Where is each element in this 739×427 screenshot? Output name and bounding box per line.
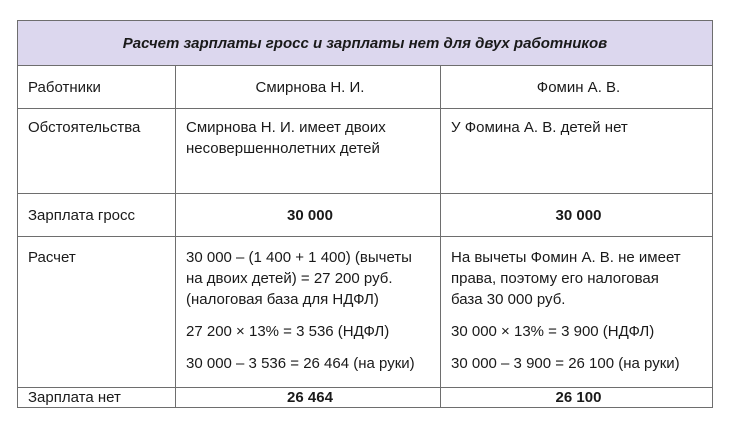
- row-label-text: Зарплата нет: [28, 389, 121, 406]
- cell-workers-smirnova: [176, 66, 441, 108]
- row-label-text: Зарплата гросс: [28, 206, 135, 224]
- calc-text-line: 30 000 – (1 400 + 1 400) (вычеты: [186, 249, 412, 266]
- circumstances-text-line: несовершеннолетних детей: [186, 140, 380, 157]
- calc-text-line: на двоих детей) = 27 200 руб.: [186, 270, 393, 287]
- row-label-calculation: [18, 237, 176, 387]
- table-row-workers: [18, 65, 712, 108]
- gross-value: 30 000: [287, 206, 333, 224]
- cell-gross-smirnova: [176, 194, 441, 236]
- calc-text-line: На вычеты Фомин А. В. не имеет: [451, 249, 681, 266]
- cell-net-smirnova: [176, 388, 441, 407]
- table-row-circumstances: [18, 108, 712, 193]
- row-label-net: [18, 388, 176, 407]
- cell-circumstances-smirnova: [176, 109, 441, 193]
- row-label-text: Работники: [28, 78, 101, 96]
- table-row-net: [18, 387, 712, 407]
- cell-gross-fomin: [441, 194, 712, 236]
- calc-text-line: база 30 000 руб.: [451, 291, 566, 308]
- row-label-text: Расчет: [28, 249, 76, 266]
- circumstances-text-line: У Фомина А. В. детей нет: [451, 119, 628, 136]
- row-label-circumstances: [18, 109, 176, 193]
- calc-text-line: 27 200 × 13% = 3 536 (НДФЛ): [186, 323, 390, 340]
- cell-calc-fomin: [441, 237, 712, 387]
- table-row-gross: [18, 193, 712, 236]
- circumstances-text-line: Смирнова Н. И. имеет двоих: [186, 119, 386, 136]
- cell-circumstances-fomin: [441, 109, 712, 193]
- net-value: 26 464: [287, 389, 333, 406]
- worker-name-fomin: Фомин А. В.: [536, 78, 621, 96]
- net-value: 26 100: [555, 389, 602, 406]
- gross-value: 30 000: [555, 206, 602, 224]
- calc-text-line: права, поэтому его налоговая: [451, 270, 659, 287]
- table-title-row: [18, 21, 712, 65]
- cell-workers-fomin: [441, 66, 712, 108]
- table-row-calculation: [18, 236, 712, 387]
- calc-text-line: (налоговая база для НДФЛ): [186, 291, 379, 308]
- row-label-text: Обстоятельства: [28, 119, 141, 136]
- calc-text-line: 30 000 × 13% = 3 900 (НДФЛ): [451, 323, 655, 340]
- row-label-workers: [18, 66, 176, 108]
- cell-calc-smirnova: [176, 237, 441, 387]
- table-title: Расчет зарплаты гросс и зарплаты нет для двух работников: [122, 34, 608, 52]
- calc-text-line: 30 000 – 3 900 = 26 100 (на руки): [451, 355, 680, 372]
- calc-text-line: 30 000 – 3 536 = 26 464 (на руки): [186, 355, 415, 372]
- salary-table: [17, 20, 713, 408]
- row-label-gross: [18, 194, 176, 236]
- worker-name-smirnova: Смирнова Н. И.: [255, 78, 365, 96]
- cell-net-fomin: [441, 388, 712, 407]
